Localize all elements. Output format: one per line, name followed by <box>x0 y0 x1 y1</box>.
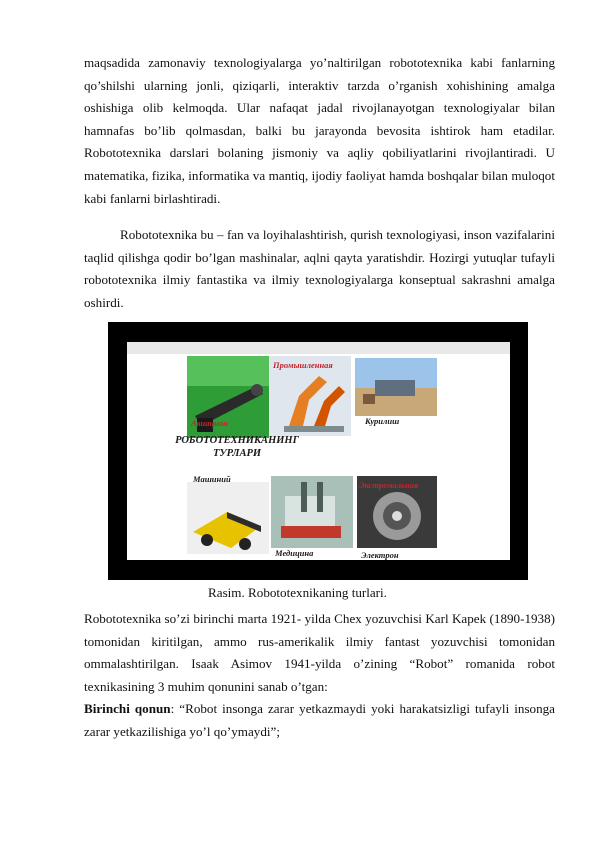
machine-image <box>187 482 269 554</box>
label-medicine: Медицина <box>275 548 314 558</box>
figure-caption: Rasim. Robototexnikaning turlari. <box>208 585 387 600</box>
first-law-text: : “Robot insonga zarar yetkazmaydi yoki harakatsizligi tufayli insonga zarar yetkazilishiga yo’l qo’ymaydi”; <box>84 701 555 739</box>
figure-inner <box>127 342 510 560</box>
paragraph-history: Robototexnika so’zi birinchi marta 1921- yilda Chex yozuvchisi Karl Kapek (1890-1938) tomonidan kiritilgan, ammo rus-amerikalik ilmiy fantast yozuvchisi tomonidan ommalashtirilgan. Isaak Asimov 1941-yilda o’zining “Robot” romanida robot texnikasining 3 muhim qonunini sanab o’tgan: <box>84 611 555 694</box>
medicine-robot-icon <box>271 476 353 548</box>
construction-image <box>355 358 437 416</box>
figure-title-line2: ТУРЛАРИ <box>212 448 262 459</box>
medicine-image <box>271 476 353 548</box>
paragraph-first-law <box>84 698 555 743</box>
first-law-heading: Birinchi qonun <box>84 701 171 716</box>
machine-robot-icon <box>187 482 269 554</box>
paragraph-definition: Robototexnika bu – fan va loyihalashtirish, qurish texnologiyasi, inson vazifalarini taqlid qilishga qodir bo’lgan mashinalar, aqlni qayta yaratishdir. Hozirgi yutuqlar tufayli robototexnika ilmiy fantastika va ilmiy texnologiyalarga konseptual sakrashni amalga oshirdi. <box>84 227 555 310</box>
figure-top-band <box>127 342 510 354</box>
label-construction: Курилиш <box>365 416 400 426</box>
construction-robot-icon <box>355 358 437 416</box>
paragraph-intro: maqsadida zamonaviy texnologiyalarga yo’naltirilgan robototexnika kabi fanlarning qo’shilshi ularning jonli, qiziqarli, interaktiv tarzda o’rganish xohishining amalga oshishiga olib kelmoqda. Ular nafaqat jadal rivojlanayotgan texnologiyalar bilan hamnafas bo’lib qolmasdan, balki bu jarayonda bevosita ishtirok ham etadilar. Robototexnika darslari bolaning jismoniy va aqliy qobiliyatlarini rivojlantiradi. U matematika, fizika, informatika va mantiq, ijodiy faoliyat hamda boshqalar bilan muloqot kabi fanlarni birlashtiradi. <box>84 55 555 206</box>
figure-robotics-types <box>108 322 528 580</box>
figure-title-line1: РОБОТОТЕХНИКАНИНГ <box>175 435 299 446</box>
label-emergency: Экстремальная <box>359 480 419 490</box>
label-machine: Машиний <box>193 474 231 484</box>
figure-title <box>157 434 317 460</box>
label-aviation: Авиацион <box>191 418 228 428</box>
label-industrial: Промышленная <box>273 360 333 370</box>
label-electronics: Электрон <box>361 550 399 560</box>
